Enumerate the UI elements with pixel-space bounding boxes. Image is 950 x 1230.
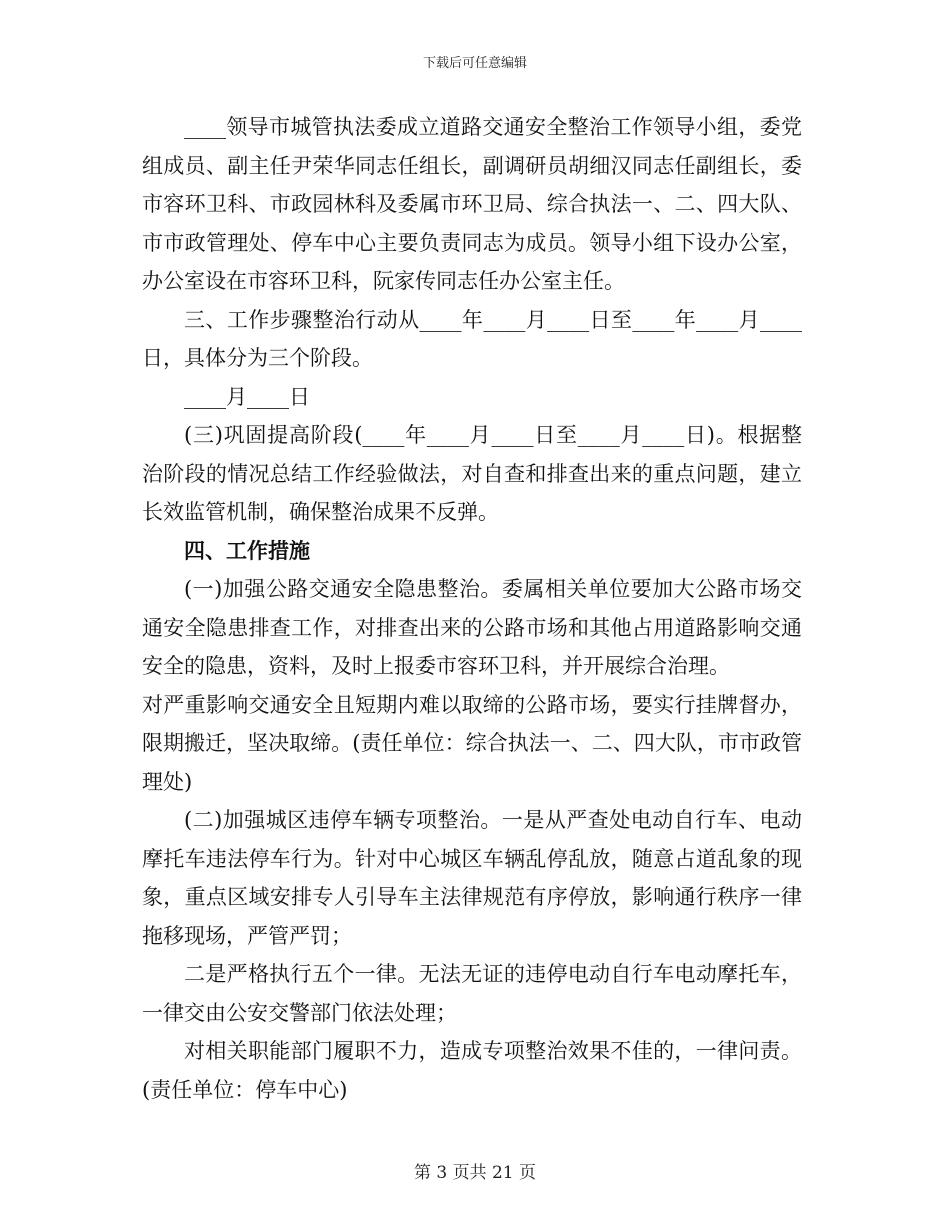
page-number-footer: 第 3 页共 21 页 (413, 1163, 537, 1183)
paragraph-work-steps: 三、工作步骤整治行动从____年____月____日至____年____月____日，具体分为三个阶段。 (142, 307, 802, 370)
document-body (142, 108, 802, 1109)
paragraph-measure-one-continued: 对严重影响交通安全且短期内难以取缔的公路市场，要实行挂牌督办，限期搬迁，坚决取缔。(责任单位：综合执法一、二、四大队，市市政管理处) (142, 692, 802, 794)
paragraph-date-fragment: ____月____日 (184, 384, 310, 409)
paragraph-five-rules: 二是严格执行五个一律。无法无证的违停电动自行车电动摩托车，一律交由公安交警部门依法处理； (142, 962, 802, 1025)
paragraph-measure-one: (一)加强公路交通安全隐患整治。委属相关单位要加大公路市场交通安全隐患排查工作，对排查出来的公路市场和其他占用道路影响交通安全的隐患，资料，及时上报委市容环卫科，并开展综合治理。 (142, 577, 802, 678)
page-header: 下载后可任意编辑 (422, 56, 527, 71)
paragraph-leadership-group: ____领导市城管执法委成立道路交通安全整治工作领导小组，委党组成员、副主任尹荣华同志任组长，副调研员胡细汉同志任副组长，委市容环卫科、市政园林科及委属市环卫局、综合执法一、二、四大队、市市政管理处、停车中心主要负责同志为成员。领导小组下设办公室，办公室设在市容环卫科，阮家传同志任办公室主任。 (142, 115, 802, 293)
paragraph-measure-two: (二)加强城区违停车辆专项整治。一是从严查处电动自行车、电动摩托车违法停车行为。针对中心城区车辆乱停乱放，随意占道乱象的现象，重点区域安排专人引导车主法律规范有序停放，影响通行秩序一律拖移现场，严管严罚； (142, 808, 802, 948)
section-heading-work-measures: 四、工作措施 (184, 537, 310, 563)
paragraph-consolidation-stage: (三)巩固提高阶段(____年____月____日至____月____日)。根据整治阶段的情况总结工作经验做法，对自查和排查出来的重点问题，建立长效监管机制，确保整治成果不反弹。 (142, 423, 802, 524)
paragraph-accountability: 对相关职能部门履职不力，造成专项整治效果不佳的，一律问责。(责任单位：停车中心) (142, 1039, 802, 1102)
